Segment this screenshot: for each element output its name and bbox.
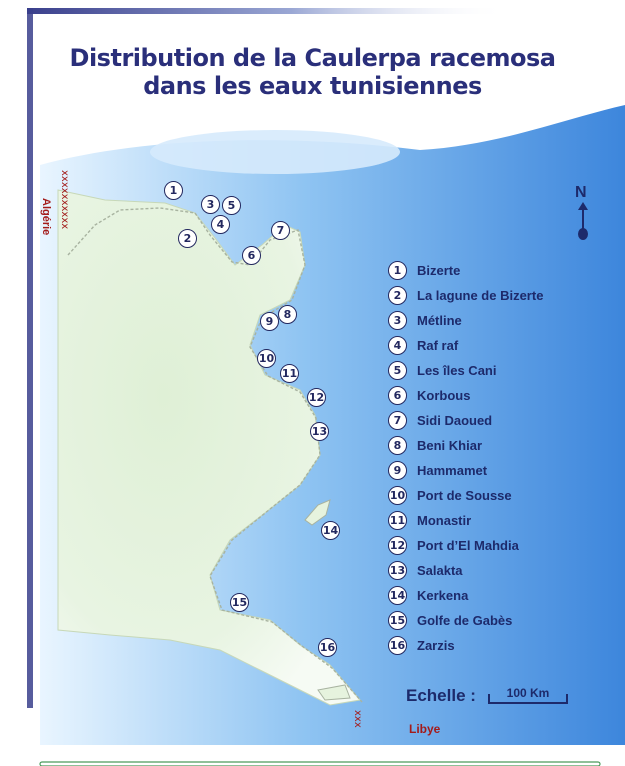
legend-item (388, 383, 588, 408)
legend-number: 1 (388, 261, 407, 280)
marker-3[interactable]: 3 (201, 195, 220, 214)
sea-highlight (150, 130, 400, 174)
marker-14[interactable]: 14 (321, 521, 340, 540)
legend-number: 7 (388, 411, 407, 430)
title-line-1: Distribution de la Caulerpa racemosa (69, 44, 556, 72)
marker-16[interactable]: 16 (318, 638, 337, 657)
title-line-2: dans les eaux tunisiennes (143, 72, 482, 100)
legend-number: 9 (388, 461, 407, 480)
legend-label: Korbous (417, 388, 471, 403)
marker-15[interactable]: 15 (230, 593, 249, 612)
legend-number: 3 (388, 311, 407, 330)
legend-item (388, 333, 588, 358)
legend-number: 11 (388, 511, 407, 530)
legend-label: Sidi Daoued (417, 413, 493, 428)
legend-number: 16 (388, 636, 407, 655)
marker-4[interactable]: 4 (211, 215, 230, 234)
libya-border-marks: xxx (352, 710, 363, 728)
left-border (27, 8, 33, 708)
legend-item (388, 608, 588, 633)
label-libya: Libye (409, 722, 441, 736)
legend-label: Monastir (417, 513, 472, 528)
label-algeria: Algérie (40, 198, 52, 236)
legend-number: 6 (388, 386, 407, 405)
legend-label: Port d’El Mahdia (417, 538, 519, 553)
marker-1[interactable]: 1 (164, 181, 183, 200)
marker-7[interactable]: 7 (271, 221, 290, 240)
legend-item (388, 633, 588, 658)
legend-item (388, 458, 588, 483)
legend-item (388, 258, 588, 283)
legend-label: Golfe de Gabès (417, 613, 513, 628)
marker-11[interactable]: 11 (280, 364, 299, 383)
site-legend (388, 258, 588, 658)
legend-item (388, 283, 588, 308)
legend-item (388, 558, 588, 583)
marker-6[interactable]: 6 (242, 246, 261, 265)
legend-label: Hammamet (417, 463, 488, 478)
legend-number: 4 (388, 336, 407, 355)
marker-8[interactable]: 8 (278, 305, 297, 324)
algeria-border-marks: xxxxxxxxxx (59, 170, 70, 230)
legend-number: 15 (388, 611, 407, 630)
legend-label: Port de Sousse (417, 488, 512, 503)
legend-label: Métline (417, 313, 462, 328)
marker-10[interactable]: 10 (257, 349, 276, 368)
legend-item (388, 583, 588, 608)
legend-number: 12 (388, 536, 407, 555)
legend-label: Beni Khiar (417, 438, 483, 453)
legend-number: 10 (388, 486, 407, 505)
north-label: N (575, 184, 587, 201)
marker-12[interactable]: 12 (307, 388, 326, 407)
scale-value: 100 Km (506, 686, 550, 700)
top-border (27, 8, 507, 14)
scale-word: Echelle : (406, 686, 476, 705)
legend-label: La lagune de Bizerte (417, 288, 544, 303)
legend-item (388, 483, 588, 508)
legend-label: Kerkena (417, 588, 469, 603)
legend-number: 13 (388, 561, 407, 580)
legend-item (388, 508, 588, 533)
legend-item (388, 358, 588, 383)
legend-number: 5 (388, 361, 407, 380)
legend-label: Raf raf (417, 338, 459, 353)
legend-label: Zarzis (417, 638, 455, 653)
marker-9[interactable]: 9 (260, 312, 279, 331)
marker-2[interactable]: 2 (178, 229, 197, 248)
marker-5[interactable]: 5 (222, 196, 241, 215)
legend-item (388, 433, 588, 458)
legend-number: 8 (388, 436, 407, 455)
legend-item (388, 533, 588, 558)
marker-13[interactable]: 13 (310, 422, 329, 441)
legend-item (388, 408, 588, 433)
legend-item (388, 308, 588, 333)
legend-number: 14 (388, 586, 407, 605)
legend-label: Bizerte (417, 263, 461, 278)
legend-label: Salakta (417, 563, 463, 578)
footer-rule (40, 762, 600, 766)
legend-label: Les îles Cani (417, 363, 497, 378)
legend-number: 2 (388, 286, 407, 305)
